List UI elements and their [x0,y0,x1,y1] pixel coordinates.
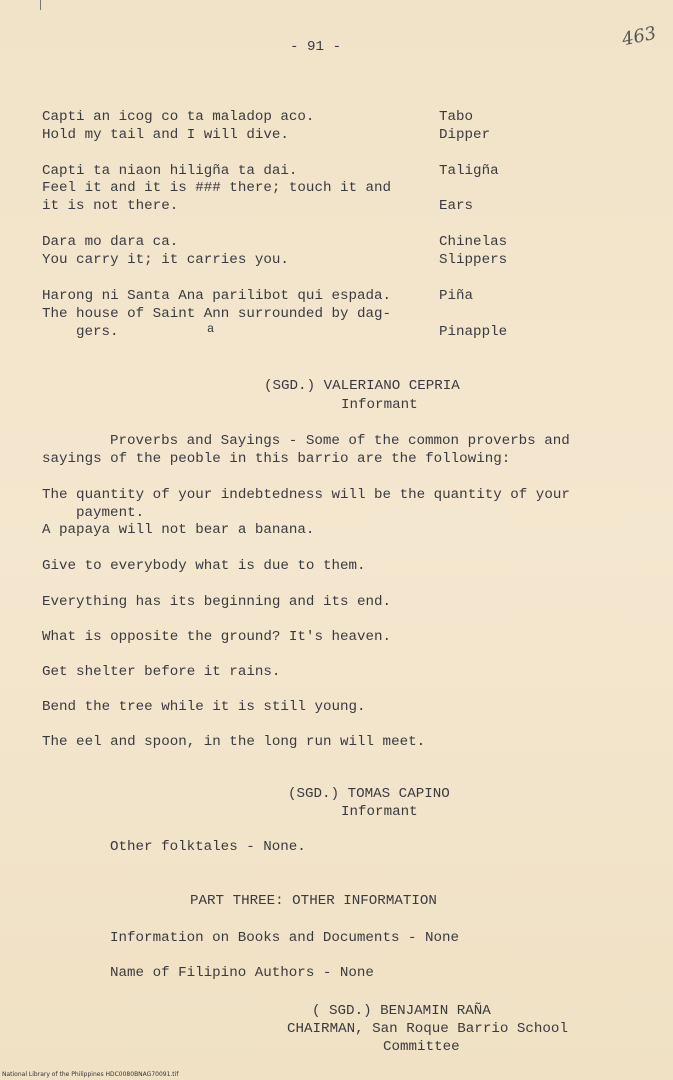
riddle-3-answer-1: Chinelas [439,234,508,250]
informant-1-name: (SGD.) VALERIANO CEPRIA [264,378,460,394]
handwritten-page-number: 463 [620,22,659,51]
riddle-2-line-3: it is not there. [42,198,179,214]
riddle-4-answer-1: Piña [439,288,474,304]
riddle-2-line-2: Feel it and it is ### there; touch it and [42,180,392,196]
riddle-3-answer-2: Slippers [439,252,508,268]
informant-1-role: Informant [341,397,418,413]
chairman-name: ( SGD.) BENJAMIN RAÑA [312,1003,491,1019]
riddle-1-line-1: Capti an icog co ta maladop aco. [42,109,315,125]
informant-2-role: Informant [341,804,418,820]
chairman-title: CHAIRMAN, San Roque Barrio School [287,1021,568,1037]
part-three-heading: PART THREE: OTHER INFORMATION [190,893,437,909]
riddle-4-superscript: a [207,322,215,336]
proverb-4: Everything has its beginning and its end. [42,594,392,610]
proverb-1: The quantity of your indebtedness will be the quantity of your [42,487,570,503]
scan-footer: National Library of the Philippines HDC0080BNAG70091.tif [2,1071,179,1078]
riddle-2-answer-1: Taligña [439,163,499,179]
riddle-4-line-1: Harong ni Santa Ana parilibot qui espada. [42,288,392,304]
proverb-6: Get shelter before it rains. [42,664,281,680]
proverbs-intro-line-1: Proverbs and Sayings - Some of the common proverbs and [110,433,570,449]
info-books-documents: Information on Books and Documents - None [110,930,460,946]
riddle-1-line-2: Hold my tail and I will dive. [42,127,289,143]
page-number: - 91 - [290,39,342,55]
riddle-2-answer-2: Ears [439,198,474,214]
chairman-committee: Committee [383,1039,460,1055]
riddle-2-line-1: Capti ta niaon hiligña ta dai. [42,163,298,179]
proverb-7: Bend the tree while it is still young. [42,699,366,715]
riddle-3-line-1: Dara mo dara ca. [42,234,179,250]
proverb-2: A papaya will not bear a banana. [42,522,315,538]
scan-mark [40,0,41,10]
other-folktales: Other folktales - None. [110,839,306,855]
filipino-authors: Name of Filipino Authors - None [110,965,374,981]
proverbs-intro-line-2: sayings of the peoble in this barrio are the following: [42,451,511,467]
riddle-3-line-2: You carry it; it carries you. [42,252,289,268]
informant-2-name: (SGD.) TOMAS CAPINO [288,786,450,802]
proverb-5: What is opposite the ground? It's heaven. [42,629,392,645]
proverb-8: The eel and spoon, in the long run will meet. [42,734,426,750]
riddle-4-line-3: gers. [76,324,119,340]
riddle-1-answer-1: Tabo [439,109,474,125]
riddle-4-answer-2: Pinapple [439,324,508,340]
proverb-3: Give to everybody what is due to them. [42,558,366,574]
riddle-1-answer-2: Dipper [439,127,491,143]
riddle-4-line-2: The house of Saint Ann surrounded by dag- [42,306,392,322]
proverb-1-continuation: payment. [76,505,145,521]
